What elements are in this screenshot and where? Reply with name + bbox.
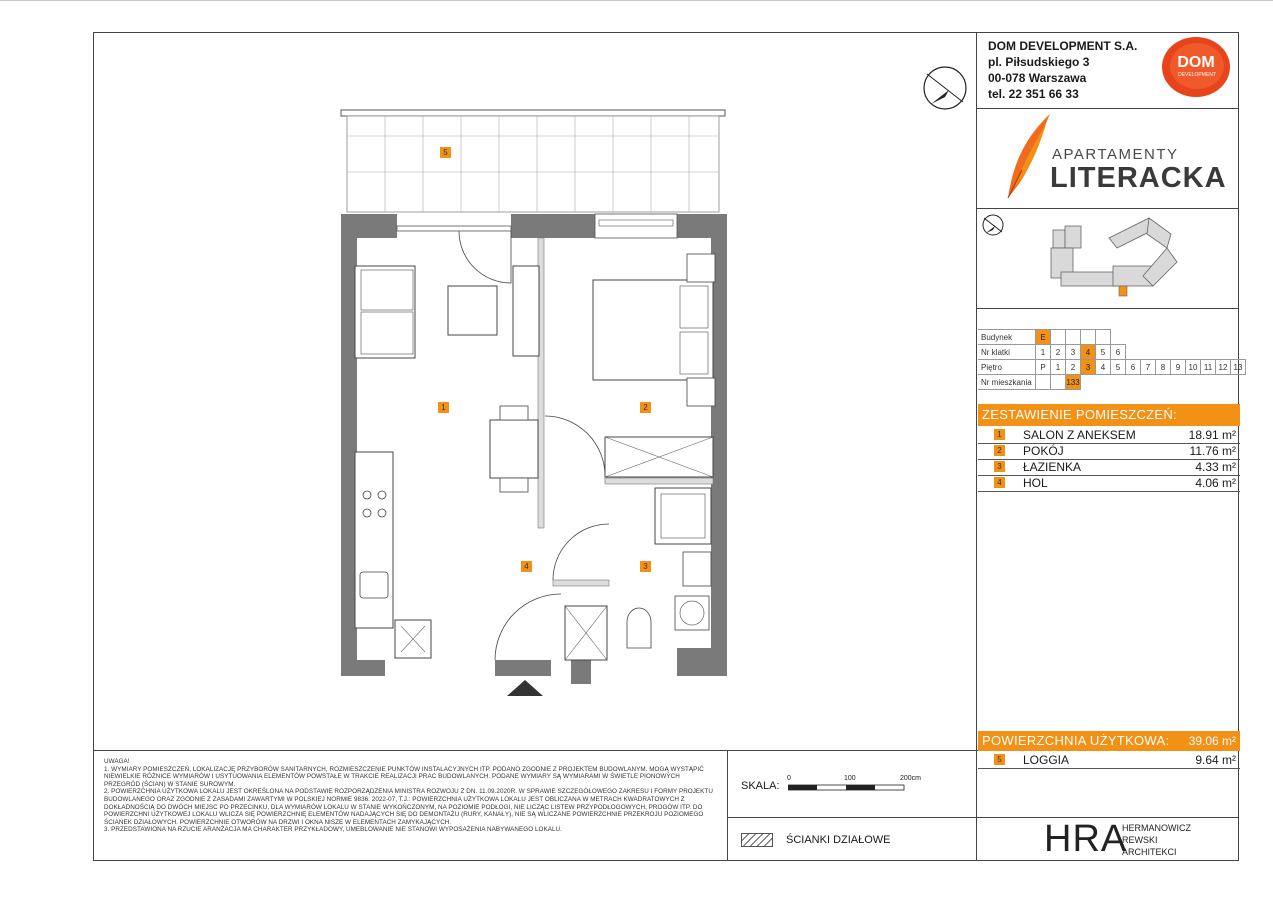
- pietro-cell: P: [1036, 360, 1051, 375]
- plan-tag-loggia: 5: [440, 147, 451, 158]
- pietro-cell: 11: [1201, 360, 1216, 375]
- dom-development-logo: [1160, 35, 1232, 99]
- room-area: 18.91 m²: [1188, 428, 1236, 442]
- scale-tick-100: 100: [844, 775, 856, 782]
- architect-line1: HERMANOWICZ: [1122, 823, 1191, 833]
- scale-tick-0: 0: [787, 775, 791, 782]
- room-name: POKÓJ: [1023, 444, 1064, 458]
- location-table: [978, 329, 1246, 390]
- pietro-cell: 8: [1156, 360, 1171, 375]
- project-brand: [1000, 112, 1230, 202]
- loggia-num: 5: [994, 754, 1005, 765]
- logo-text: DOM: [1177, 54, 1215, 71]
- pietro-cell: 10: [1186, 360, 1201, 375]
- room-name: ŁAZIENKA: [1023, 460, 1082, 474]
- divider: [976, 208, 1239, 209]
- divider: [976, 108, 1239, 109]
- budynek-value: E: [1036, 330, 1051, 345]
- right-column-divider: [976, 32, 977, 861]
- row-pietro: [978, 360, 1246, 375]
- scale-bar: [788, 784, 908, 792]
- klatka-cell: 4: [1081, 345, 1096, 360]
- brand-line2: LITERACKA: [1050, 162, 1227, 194]
- loggia-area: 9.64 m²: [1195, 753, 1236, 767]
- pietro-cell: 2: [1066, 360, 1081, 375]
- scale-label: SKALA:: [741, 780, 780, 792]
- architect-line2: REWSKI: [1122, 835, 1158, 845]
- brand-line1: APARTAMENTY: [1052, 146, 1179, 163]
- room-num: 1: [994, 429, 1005, 440]
- company-address: [988, 38, 1137, 102]
- row-mieszkanie: [978, 375, 1246, 390]
- total-area: [978, 731, 1240, 751]
- key-plan: [981, 212, 1237, 304]
- company-city: 00-078 Warszawa: [988, 71, 1087, 85]
- total-label: POWIERZCHNIA UŻYTKOWA:: [982, 733, 1170, 748]
- unit-highlight: [1119, 286, 1127, 296]
- architect-name: [1122, 822, 1191, 858]
- pietro-cell: 13: [1231, 360, 1246, 375]
- footer-divider: [727, 817, 977, 818]
- scale-tick-200: 200cm: [900, 775, 922, 782]
- label-klatka: Nr klatki: [978, 345, 1036, 360]
- loggia-name: LOGGIA: [1023, 753, 1070, 767]
- pietro-cell: 1: [1051, 360, 1066, 375]
- klatka-cell: 2: [1051, 345, 1066, 360]
- room-area: 4.33 m²: [1195, 460, 1236, 474]
- note-2: 2. POWIERZCHNIA UŻYTKOWA LOKALU JEST OKREŚLONA NA PODSTAWIE ROZPORZĄDZENIA MINISTRA ROZWOJU Z DN. 11.09.2020R. W SPRAWIE SZCZEGÓŁOWEGO ZAKRESU I FORMY PROJEKTU BUDOWLANEGO ORAZ ZGODNIE Z ZASADAMI ZAWARTYMI W POLSKIEJ NORMIE 9836: 2022-07, T.J.: POWIERZCHNIA UŻYTKOWA LOKALU JEST OBLICZANA W METRACH KWADRATOWYCH Z DOKŁADNOŚCIĄ DO DWÓCH MIEJSC PO PRZECINKU, DLA WYMIARÓW LOKALU W STANIE WYKOŃCZONYM, NA POZIOMIE PODŁOGI, NIE LICZĄC LISTEW PRZYPODŁOGOWYCH, PROGÓW ITP. DO POWIERZCHNI UŻYTKOWEJ LOKALU WLICZA SIĘ POWIERZCHNIĘ ELEMENTÓW NADAJĄCYCH SIĘ DO DEMONTAŻU (RURY, KANAŁY), NIE SĄ WLICZANE POWIERZCHNIE PRZEKROJU POZIOMEGO ŚCIANEK DZIAŁOWYCH. POWIERZCHNIE OTWORÓW NA DRZWI I OKNA NISZE W ELEMENTACH ZAMYKAJĄCYCH.: [104, 788, 713, 826]
- north-arrow-icon: [921, 64, 969, 112]
- klatka-cell: 6: [1111, 345, 1126, 360]
- room-num: 4: [994, 477, 1005, 488]
- company-phone: tel. 22 351 66 33: [988, 87, 1079, 101]
- rooms-heading: ZESTAWIENIE POMIESZCZEŃ:: [978, 404, 1240, 426]
- loggia-floor: [347, 116, 719, 212]
- pietro-cell: 3: [1081, 360, 1096, 375]
- klatka-cell: 1: [1036, 345, 1051, 360]
- pietro-cell: 4: [1096, 360, 1111, 375]
- row-budynek: [978, 330, 1246, 345]
- room-area: 11.76 m²: [1189, 444, 1236, 458]
- room-area: 4.06 m²: [1195, 476, 1236, 490]
- row-klatka: [978, 345, 1246, 360]
- pietro-cell: 7: [1141, 360, 1156, 375]
- company-name: DOM DEVELOPMENT S.A.: [988, 39, 1138, 53]
- plan-tag-hol: 4: [521, 561, 532, 572]
- partition-label: ŚCIANKI DZIAŁOWE: [786, 834, 891, 846]
- label-budynek: Budynek: [978, 330, 1036, 345]
- footer-divider: [727, 750, 728, 861]
- total-value: 39.06 m²: [1188, 734, 1236, 748]
- notes: [104, 758, 714, 834]
- divider: [976, 308, 1239, 309]
- architect-logo: HRA: [1044, 818, 1128, 860]
- label-pietro: Piętro: [978, 360, 1036, 375]
- pietro-cell: 6: [1126, 360, 1141, 375]
- room-row: [978, 475, 1240, 492]
- klatka-cell: 3: [1066, 345, 1081, 360]
- room-row: [978, 443, 1240, 460]
- room-name: HOL: [1023, 476, 1048, 490]
- pietro-cell: 9: [1171, 360, 1186, 375]
- plan-tag-pokoj: 2: [640, 402, 651, 413]
- loggia-rail: [341, 110, 725, 116]
- label-mieszkanie: Nr mieszkania: [978, 375, 1036, 390]
- loggia-row: [978, 752, 1240, 769]
- note-3: 3. PRZEDSTAWIONA NA RZUCIE ARANŻACJA MA CHARAKTER PRZYKŁADOWY, UMEBLOWANIE NIE STANOWI WYPOSAŻENIA NABYWANEGO LOKALU.: [104, 826, 562, 834]
- note-1: 1. WYMIARY POMIESZCZEŃ, LOKALIZACJĘ PRZYBORÓW SANITARNYCH, ROZMIESZCZENIE PUNKTÓW INSTALACYJNYCH ITP. PODANO ZGODNIE Z PROJEKTEM BUDOWLANYM. MOGĄ WYSTĄPIĆ NIEWIELKIE RÓŻNICE WYMIARÓW I USYTUOWANIA ELEMENTÓW POWSTAŁE W TRAKCIE REALIZACJI PRAC BUDOWLANYCH. PODANE WYMIARY SĄ WYMIARAMI W ŚWIETLE PIONOWYCH PRZEGRÓD (ŚCIAN) W STANIE SUROWYM.: [104, 765, 704, 788]
- company-street: pl. Piłsudskiego 3: [988, 55, 1090, 69]
- mieszkanie-value: 133: [1066, 375, 1081, 390]
- floor-plan: [335, 100, 735, 700]
- architect-line3: ARCHITEKCI: [1122, 847, 1177, 857]
- top-rule: [0, 0, 1273, 1]
- pietro-cell: 5: [1111, 360, 1126, 375]
- room-num: 3: [994, 461, 1005, 472]
- klatka-cell: 5: [1096, 345, 1111, 360]
- room-row: [978, 459, 1240, 476]
- notes-title: UWAGA!: [104, 758, 130, 765]
- room-name: SALON Z ANEKSEM: [1023, 428, 1136, 442]
- plan-tag-lazienka: 3: [640, 561, 651, 572]
- pietro-cell: 12: [1216, 360, 1231, 375]
- room-num: 2: [994, 445, 1005, 456]
- logo-sub: DEVELOPMENT: [1178, 72, 1216, 78]
- plan-tag-salon: 1: [438, 402, 449, 413]
- room-row: [978, 427, 1240, 444]
- partition-swatch: [741, 833, 773, 847]
